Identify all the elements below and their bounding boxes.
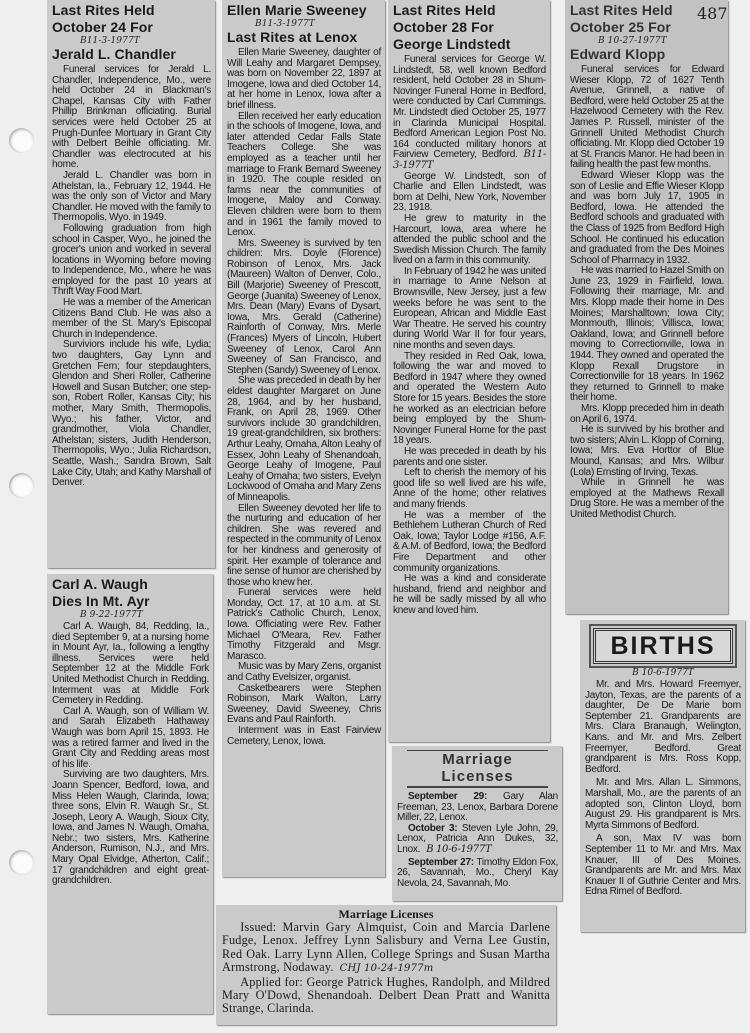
paragraph (393, 55, 546, 172)
paragraph (227, 662, 381, 683)
paragraph (52, 622, 209, 707)
headline-line: October 24 For (52, 19, 153, 35)
paragraph (52, 298, 211, 340)
paragraph-text: Funeral services were held Monday, Oct. 17, at 10 a.m. at St. Patrick's Catholic Church, Lenox, Iowa. Officiating were Rev. Father Michael O'Meara, Rev. Father Timothy Fitzgerald and Msgr. Marasco. (227, 587, 381, 662)
paragraph-text: Mrs. Klopp preceded him in death on April 6, 1974. (570, 403, 724, 425)
paragraph (393, 214, 546, 267)
paragraph (227, 684, 381, 726)
headline-line: Ellen Marie Sweeney (227, 2, 367, 18)
paragraph (227, 726, 381, 747)
handwritten-note: B11-3-1977T (80, 36, 140, 46)
headline-line: Last Rites Held (570, 2, 673, 18)
paragraph-text: Funeral services for Jerald L. Chandler, Independence, Mo., were held October 24 in Blackman's Chapel, Kansas City with Father Phillip Brinkman officiating. Burial services were held October 25 at Prugh-Dunfee Mortuary in Grant City with Delbert Beihle officiating. Mr. Chandler was electrocuted at his home. (52, 64, 211, 171)
headline-line: Jerald L. Chandler (52, 46, 176, 62)
paragraph-text: They resided in Red Oak, Iowa, following the war and moved to Bedford in 1947 where they owned and operated the Western Auto Store for 15 years. Besides the store he worked as an electrician before being employed by the Shum-Novinger Funeral Home for the past 18 years. (393, 350, 546, 447)
paragraph-text: Issued: Marvin Gary Almquist, Coin and Marcia Darlene Fudge, Lenox. Jeffrey Lynn Salisbury and Verna Lee Gustin, Red Oak. Larry Lynn Allen, College Springs and Susan Martha Armstrong, Nodaway. (222, 920, 550, 975)
paragraph-text: He was preceded in death by his parents and one sister. (393, 445, 546, 468)
paragraph (52, 340, 211, 488)
article-body (585, 680, 741, 898)
article-body (222, 921, 550, 1016)
paragraph-text: Music was by Mary Zens, organist and Cathy Evelsizer, organist. (227, 661, 381, 684)
paragraph (227, 588, 381, 662)
handwritten-note: B11-3-1977T (255, 19, 315, 29)
title-line: Marriage (442, 751, 513, 768)
paragraph (227, 239, 381, 377)
paragraph-text: Surviving are two daughters, Mrs. Joann Spencer, Bedford, Iowa, and Miss Helen Waugh, Clarinda, Iowa; three sons, Elvin R. Waugh Sr., St. Joseph, Leory A. Waugh, Sioux City, Iowa, and James N. Waugh, Omaha, Nebr.; two sisters, Mrs. Katherine Anderson, Rumison, N.J., and Mrs. Mary Opal Elvidge, Atherton, Calif.; 17 grandchildren and eight great-grandchildren. (52, 769, 209, 887)
clipping-lindstedt-obituary (388, 0, 550, 742)
headline-line: Last Rites Held (393, 2, 496, 18)
paragraph-text: Mr. and Mrs. Howard Freemyer, Jayton, Texas, are the parents of a daughter, De De Marie born September 21. Grandparents are Mrs. Clara Branaugh, Welington, Kans. and Mr. and Mrs. Zelbert Freemyer, Bedford. Great grandparent is Mrs. Ross Kopp, Bedford. (585, 679, 741, 775)
headline (52, 2, 211, 63)
license-list (397, 792, 558, 889)
paragraph (585, 778, 741, 831)
handwritten-note: B11-3-1977T (393, 149, 546, 171)
paragraph-text: In February of 1942 he was united in marriage to Anne Nelson at Brownsville, New Jersey, just a few weeks before he was sent to the European, African and Middle East War Theatre. He served his country during World War II for four years, nine months and seven days. (393, 265, 546, 352)
paragraph-text: Surviviors include his wife, Lydia; two daughters, Gay Lynn and Gretchen Fern; four stepdaughters, Glendon and Sheri Roller, Catherine Howell and Susan Butcher; one step-son, Robert Roller, Kansas City; his mother, Mary Smith, Thermopolis, Wyo.; his father, Victor, and grandmother, Viola Chandler, Athelstan; sisters, Judith Henderson, Thermopolis, Wyo.; Julia Richardson, Seattle, Wash.; Sandra Brown, Salt Lake City, Utah; and Kathy Marshall of Denver. (52, 339, 211, 489)
paragraph (227, 504, 381, 589)
headline (393, 2, 546, 53)
entry-text: Steven Lyle John, 29, Lenox, Patricia Ann Dukes, 32, Lnox. (397, 822, 559, 855)
handwritten-note: B 10-6-1977T (426, 843, 492, 855)
paragraph-text: He is survived by his brother and two sisters; Alvin L. Klopp of Corning, Iowa; Mrs. Eva Horttor of Blue Mound, Kansas; and Mrs. Wilbur (Lola) Ernsting of Irving, Texas. (570, 424, 724, 478)
paragraph (227, 376, 381, 503)
handwritten-note: CHJ 10-24-1977m (339, 963, 434, 975)
headline-line: Last Rites at Lenox (227, 29, 358, 45)
paragraph (393, 352, 546, 447)
paragraph (570, 65, 724, 171)
paragraph (52, 707, 209, 771)
handwritten-note: B 10-6-1977T (632, 668, 694, 678)
paragraph (570, 404, 724, 425)
paragraph (393, 511, 546, 575)
clipping-births (580, 620, 745, 932)
clipping-chandler-obituary (47, 0, 215, 568)
paragraph (227, 48, 381, 112)
article-body (52, 622, 209, 887)
paragraph (222, 921, 550, 976)
punch-hole (9, 128, 34, 153)
paragraph-text: She was preceded in death by her eldest daughter Margaret on June 28, 1964, and by her husband, Frank, on April 28, 1969. Other survivors include 30 grandchildren, 19 great-grandchildren, six brothers: Arthur Leahy, Omaha, Alton Leahy of Essex, John Leahy of Shenandoah, George Leahy of Imogene, Paul Leahy of Omaha; two sisters, Evelyn Lockwood of Omaha and Mary Zens of Minneapolis. (227, 375, 381, 503)
article-body (227, 48, 381, 747)
paragraph-text: Ellen received her early education in the schools of Imogene, Iowa, and later attended Cedar Falls State Teachers College. She was employed as a teacher until her marriage to Frank Bernard Sweeney in 1920. The couple resided on farms near the communities of Imogene, Maloy and Conway. Eleven children were born to them and in 1961 the family moved to Lenox. (227, 110, 381, 239)
paragraph (570, 171, 724, 266)
paragraph-text: He was a member of the American Citizens Band Club. He was also a member of the St. Mary's Episcopal Church in Independence. (52, 297, 211, 340)
paragraph-text: Jerald L. Chandler was born in Athelstan, Ia., February 12, 1944. He was the only son of Victor and Mary Chandler. He moved with the family to Thermopolis, Wyo. in 1949. (52, 169, 211, 224)
clipping-klopp-obituary (565, 0, 728, 614)
paragraph (570, 425, 724, 478)
license-entry (397, 792, 558, 824)
headline-line: Dies In Mt. Ayr (52, 593, 150, 609)
clipping-marriage-licenses-list (216, 905, 556, 1025)
section-title (407, 750, 548, 788)
clipping-marriage-licenses (392, 746, 562, 901)
punch-hole (9, 850, 34, 875)
paragraph (52, 770, 209, 887)
clipping-sweeney-obituary (222, 0, 385, 877)
paragraph (227, 112, 381, 239)
paragraph-text: Ellen Sweeney devoted her life to the nurturing and education of her children. She was revered and respected in the community of Lenox for her kindness and generosity of spirit. Her example of tolerance and fine sense of humor are cherished by those who knew her. (227, 502, 381, 588)
paragraph (52, 65, 211, 171)
section-title: BIRTHS (593, 628, 733, 664)
entry-date: September 29: (408, 791, 488, 802)
paragraph (393, 172, 546, 214)
paragraph-text: Carl A. Waugh, 84, Redding, Ia., died September 9, at a nursing home in Mount Ayr, Ia., following a lengthy illness. Services were held September 12 at the Middle Fork United Methodist Church in Redding. Interment was at Middle Fork Cemetery in Redding. (52, 621, 209, 707)
paragraph-text: Funeral services for Edward Wieser Klopp, 72 of 1627 Tenth Avenue, Grinnell, a native of Bedford, were held October 25 at the Hazelwood Cemetery with the Rev. James P. Russell, minister of the Grinnell United Methodist Church officiating. Mr. Klopp died October 19 at St. Francis Manor. He had been in failing health the past few months. (570, 64, 724, 171)
article-body (570, 65, 724, 521)
license-entry (397, 824, 558, 856)
article-body (393, 55, 546, 616)
paragraph-text: Casketbearers were Stephen Robinson, Mark Walton, Larry Sweeney, David Sweeney, Chris Evans and Paul Rainforth. (227, 682, 381, 726)
paragraph (222, 976, 550, 1016)
paragraph-text: George W. Lindstedt, son of Charlie and Ellen Lindstedt, was born at Delhi, New York, November 23, 1918. (393, 170, 546, 214)
paragraph (393, 574, 546, 616)
handwritten-note: B 9-22-1977T (80, 610, 143, 620)
paragraph (570, 478, 724, 520)
paragraph (585, 834, 741, 898)
entry-date: October 3: (408, 822, 458, 834)
paragraph-text: While in Grinnell he was employed at the Mathews Rexall Drug Store. He was a member of the United Methodist Church. (570, 477, 724, 520)
article-body (52, 65, 211, 489)
paragraph (393, 447, 546, 468)
paragraph-text: Mrs. Sweeney is survived by ten children: Mrs. Doyle (Florence) Robinson of Lenox, Mrs. Jack (Maureen) Walton of Denver, Colo., Bill (Marjorie) Sweeney of Prescott, George (Juanita) Sweeney of Lenox, Mrs. Dean (Mary) Evans of Dysart, Iowa, Mrs. Gerald (Catherine) Rainforth of Conway, Mrs. Merle (Frances) Myers of Lincoln, Hubert Sweeney of Lenox, Carol Ann Sweeney of San Francisco, and Stephen (Sandy) Sweeney of Lenox. (227, 237, 381, 376)
paragraph-text: He grew to maturity in the Harcourt, Iowa, area where he attended the public school and the Swedish Mission Church. The family lived on a farm in this community. (393, 212, 546, 267)
punch-hole (9, 473, 34, 498)
paragraph (52, 171, 211, 224)
title-line: Licenses (441, 768, 514, 785)
section-title: Marriage Licenses (338, 907, 434, 921)
paragraph (393, 267, 546, 352)
clipping-waugh-obituary (47, 574, 213, 1014)
paragraph-text: A son, Max IV was born September 11 to Mr. and Mrs. Max Knauer, III of Des Moines. Grandparents are Mr. and Mrs. Max Knauer II of Guthrie Center and Mrs. Edna Rimel of Bedford. (585, 833, 741, 898)
headline-line: George Lindstedt (393, 36, 511, 52)
paragraph-text: Carl A. Waugh, son of William W. and Sarah Elizabeth Hathaway Waugh was born April 15, 1893. He was a retired farmer and lived in the Grant City and Redding areas most of his life. (52, 705, 209, 770)
paragraph-text: Interment was in East Fairview Cemetery, Lenox, Iowa. (227, 725, 381, 747)
headline (52, 576, 209, 620)
paragraph-text: Edward Wieser Klopp was the son of Leslie and Effie Wieser Klopp and was born July 17, 1905 in Bedford, Iowa. He attended the Bedford schools and graduated with the Class of 1925 from Bedford High School. He continued his education and graduated from the Des Moines School of Pharmacy in 1932. (570, 169, 724, 266)
paragraph-text: He was a member of the Bethlehem Lutheran Church of Red Oak, Iowa; Taylor Lodge #156, A.F. & A.M. of Bedford, Iowa; the Bedford Fire Department and other community organizations. (393, 509, 546, 574)
paragraph-text: He was married to Hazel Smith on June 23, 1929 in Fairfield, Iowa. Following their marriage, Mr. and Mrs. Klopp made their home in Des Moines; Marshalltown; Iowa City; Monmouth, Illinois; Villisca, Iowa; Oakland, Iowa; and Grinnell before moving to Correctionville, Iowa in 1944. They owned and operated the Klopp Rexall Drugstore in Correctionville for 18 years. In 1962 they returned to Grinnell to make their home. (570, 265, 724, 404)
paragraph-text: Ellen Marie Sweeney, daughter of Will Leahy and Margaret Dempsey, was born on November 22, 1897 at Imogene, Iowa and died October 14, at her home in Lenox, Iowa after a brief illness. (227, 47, 381, 111)
entry-date: September 27: (408, 856, 474, 868)
paragraph (570, 266, 724, 404)
paragraph (585, 680, 741, 775)
paragraph-text: Applied for: George Patrick Hughes, Randolph, and Mildred Mary O'Dowd, Shenandoah. Delbert Dean Pratt and Wanitta Strange, Clarinda. (222, 974, 550, 1016)
page-number: 487 (697, 4, 728, 23)
headline (227, 2, 381, 46)
handwritten-note: B 10-27-1977T (598, 36, 667, 46)
paragraph (393, 468, 546, 510)
headline-line: Edward Klopp (570, 46, 666, 62)
paragraph-text: Mr. and Mrs. Allan L. Simmons, Marshall, Mo., are the parents of an adopted son, Clinton Lloyd, born August 29. His grandparent is Mrs. Myrta Simmons of Bedford. (585, 777, 741, 831)
entry-text: Timothy Eldon Fox, 26, Savannah, Mo., Cheryl Kay Nevola, 24, Savannah, Mo. (397, 856, 558, 889)
headline-line: Last Rites Held (52, 2, 155, 18)
license-entry (397, 858, 558, 890)
entry-text: Gary Alan Freeman, 23, Lenox, Barbara Dorene Miller, 22, Lenox. (397, 791, 558, 824)
paragraph-text: Funeral services for George W. Lindstedt, 58, well known Bedford resident, held October 28 in Shum-Novinger Funeral Home in Bedford, were conducted by Carl Cummings. Mr. Lindstedt died October 25, 1977 in Clarinda Municipal Hospital. Bedford American Legion Post No. 164 conducted military honors at Fairview Cemetery, Bedford. (393, 54, 546, 161)
paragraph-text: Following graduation from high school in Casper, Wyo., he joined the grocer's union and worked in several locations in Wyoming before moving to Independence, Mo., where he was employed for the past 10 years at Thrift Way Food Mart. (52, 222, 211, 298)
headline-line: October 25 For (570, 19, 671, 35)
paragraph-text: He was a kind and considerate husband, friend and neighbor and he will be sadly missed by all who knew and loved him. (393, 573, 546, 616)
paragraph-text: Left to cherish the memory of his good life so well lived are his wife, Anne of the home; other relatives and many friends. (393, 467, 546, 510)
headline-line: October 28 For (393, 19, 494, 35)
headline-line: Carl A. Waugh (52, 576, 148, 592)
paragraph (52, 224, 211, 298)
